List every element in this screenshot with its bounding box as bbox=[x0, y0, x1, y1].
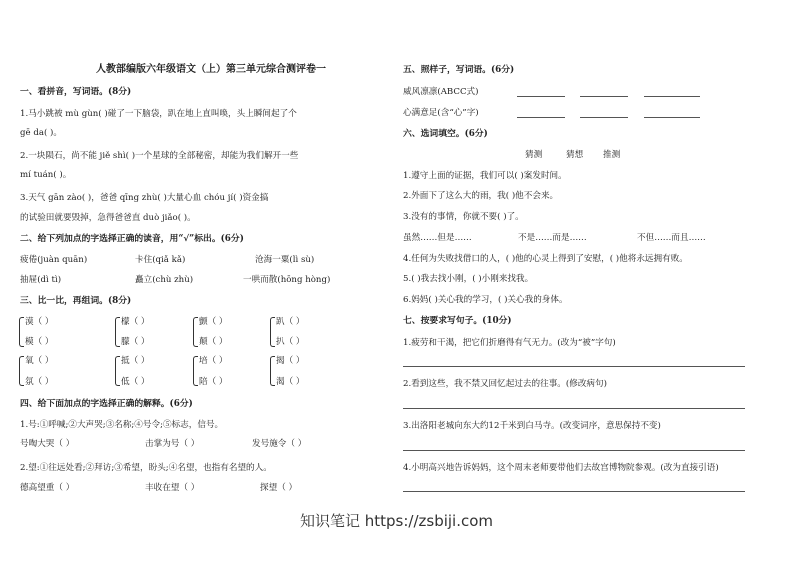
s1-line: mí tuán( )。 bbox=[20, 170, 72, 180]
s2-item: 一哄而散(hōng hòng) bbox=[243, 275, 331, 285]
s2-item: 疲倦(juàn quān) bbox=[20, 255, 88, 265]
s3-item: 培（ ） bbox=[199, 356, 228, 366]
answer-line bbox=[403, 408, 745, 409]
s3-item: 颤（ ） bbox=[199, 317, 228, 327]
answer-line bbox=[403, 491, 745, 492]
section-6-heading: 六、选词填空。(6分) bbox=[403, 129, 488, 139]
section-2-heading: 二、给下列加点的字选择正确的读音，用“√”标出。(6分) bbox=[20, 234, 244, 244]
word-option: 猜想 bbox=[566, 150, 584, 160]
pair-brace bbox=[193, 356, 198, 386]
s2-item: 沧海一粟(lì sù) bbox=[255, 255, 315, 265]
s4-item: 丰收在望（ ） bbox=[145, 483, 200, 493]
s6-line: 1.遵守上面的证据，我们可以( )案发时间。 bbox=[403, 171, 567, 181]
s5-example: 威风凛凛(ABCC式) bbox=[403, 87, 479, 97]
s3-item: 朦（ ） bbox=[121, 337, 150, 347]
s7-item: 1.疲劳和干渴，把它们折磨得有气无力。(改为“被”字句) bbox=[403, 338, 616, 348]
answer-line bbox=[644, 117, 700, 118]
s3-item: 漠（ ） bbox=[25, 317, 54, 327]
answer-line bbox=[580, 96, 628, 97]
word-option: 猜测 bbox=[525, 150, 543, 160]
pair-brace bbox=[115, 356, 120, 386]
s3-item: 趴（ ） bbox=[276, 317, 305, 327]
s2-item: 卡住(qiǎ kǎ) bbox=[135, 255, 186, 265]
s4-item: 号啕大哭（ ） bbox=[20, 439, 75, 449]
word-option: 推测 bbox=[603, 150, 621, 160]
conj-option: 虽然……但是…… bbox=[403, 233, 472, 243]
s1-line: gē da( )。 bbox=[20, 128, 62, 138]
s4-line: 2.望:①往远处看;②拜访;③希望，盼头;④名望，也指有名望的人。 bbox=[20, 463, 272, 473]
s3-item: 渴（ ） bbox=[276, 377, 305, 387]
s3-item: 抵（ ） bbox=[121, 356, 150, 366]
s3-item: 颠（ ） bbox=[199, 337, 228, 347]
conj-option: 不但……而且…… bbox=[637, 233, 706, 243]
pair-brace bbox=[115, 317, 120, 347]
s6-line: 4.任何为失败找借口的人，( )他的心灵上得到了安慰，( )他将永远拥有败。 bbox=[403, 254, 688, 264]
s4-item: 发号施令（ ） bbox=[252, 439, 307, 449]
section-7-heading: 七、按要求写句子。(10分) bbox=[403, 316, 512, 326]
answer-line bbox=[403, 366, 745, 367]
section-4-heading: 四、给下面加点的字选择正确的解释。(6分) bbox=[20, 399, 193, 409]
s5-example: 心满意足(含“心”字) bbox=[403, 108, 479, 118]
s4-item: 探望（ ） bbox=[260, 483, 298, 493]
s4-item: 击掌为号（ ） bbox=[145, 439, 200, 449]
s7-item: 4.小明高兴地告诉妈妈，这个周末老师要带他们去故宫博物院参观。(改为直接引语) bbox=[403, 463, 719, 473]
pair-brace bbox=[19, 356, 24, 386]
pair-brace bbox=[19, 317, 24, 347]
s1-line: 1.马小跳被 mù gùn( )碰了一下脑袋，趴在地上直叫唤，头上瞬间起了个 bbox=[20, 109, 297, 119]
s3-item: 氛（ ） bbox=[25, 377, 54, 387]
s3-item: 氧（ ） bbox=[25, 356, 54, 366]
pair-brace bbox=[270, 356, 275, 386]
s6-line: 3.没有的事情，你就不要( )了。 bbox=[403, 212, 524, 222]
answer-line bbox=[517, 117, 565, 118]
s1-line: 2.一块陨石，尚不能 jiě shì( )一个星球的全部秘密，却能为我们解开一些 bbox=[20, 151, 299, 161]
s3-item: 扒（ ） bbox=[276, 337, 305, 347]
s3-item: 揭（ ） bbox=[276, 356, 305, 366]
s7-item: 2.看到这些，我不禁又回忆起过去的往事。(修改病句) bbox=[403, 379, 607, 389]
s6-line: 5.( )我去找小刚，( )小刚来找我。 bbox=[403, 274, 534, 284]
s3-item: 模（ ） bbox=[25, 337, 54, 347]
s4-line: 1.号:①呼喊;②大声哭;③名称;④号令;⑤标志，信号。 bbox=[20, 420, 224, 430]
section-1-heading: 一、看拼音，写词语。(8分) bbox=[20, 87, 132, 97]
s2-item: 矗立(chù zhù) bbox=[135, 275, 194, 285]
pair-brace bbox=[193, 317, 198, 347]
s4-item: 德高望重（ ） bbox=[20, 483, 75, 493]
s1-line: 3.天气 gān zào( )，爸爸 qīng zhù( )大量心血 chóu jí( )资金搞 bbox=[20, 193, 269, 203]
answer-line bbox=[517, 96, 565, 97]
s6-line: 6.妈妈( )关心我的学习，( )关心我的身体。 bbox=[403, 295, 568, 305]
exam-title: 人教部编版六年级语文（上）第三单元综合测评卷一 bbox=[96, 64, 326, 75]
section-5-heading: 五、照样子，写词语。(6分) bbox=[403, 65, 515, 75]
s2-item: 抽屉(dì tì) bbox=[20, 275, 62, 285]
section-3-heading: 三、比一比，再组词。(8分) bbox=[20, 296, 132, 306]
answer-line bbox=[580, 117, 628, 118]
answer-line bbox=[644, 96, 700, 97]
s3-item: 檬（ ） bbox=[121, 317, 150, 327]
s1-line: 的试验田就要毁掉，急得爸爸直 duò jiǎo( )。 bbox=[20, 213, 196, 223]
pair-brace bbox=[270, 317, 275, 347]
s7-item: 3.出洛阳老城向东大约12千米到白马寺。(改变词序，意思保持不变) bbox=[403, 421, 661, 431]
conj-option: 不是……而是…… bbox=[518, 233, 587, 243]
s3-item: 陪（ ） bbox=[199, 377, 228, 387]
s6-line: 2.外面下了这么大的雨，我( )他不会来。 bbox=[403, 191, 559, 201]
answer-line bbox=[403, 450, 745, 451]
s3-item: 低（ ） bbox=[121, 377, 150, 387]
watermark-footer: 知识笔记 https://zsbiji.com bbox=[299, 512, 494, 530]
